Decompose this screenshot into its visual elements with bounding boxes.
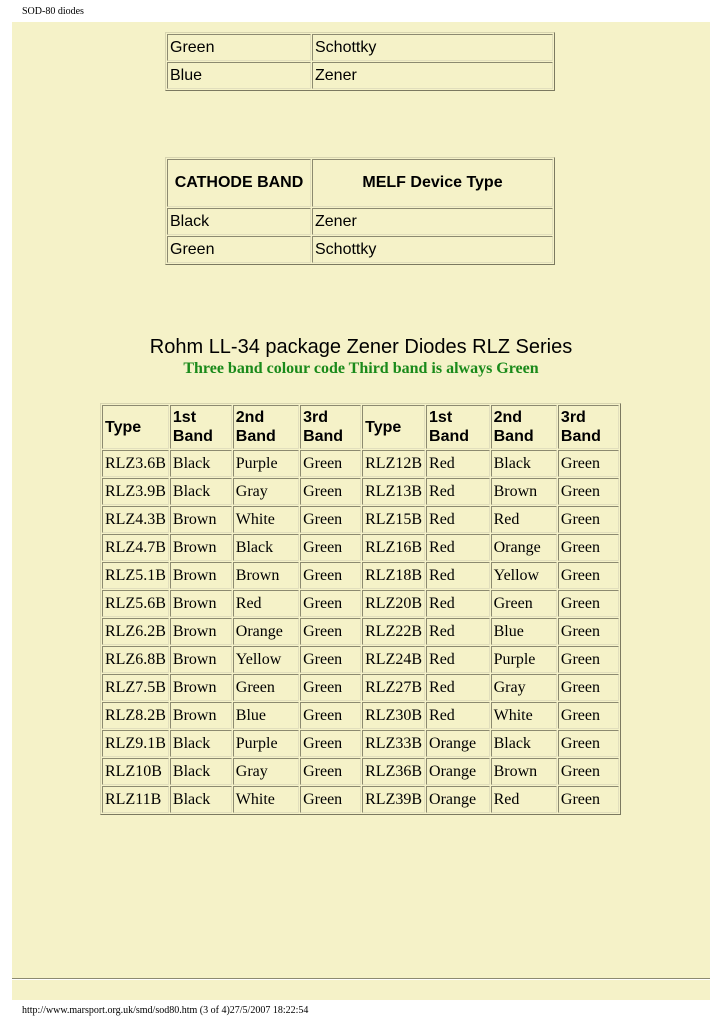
table-cell: Green: [558, 702, 619, 729]
table-cell: Green: [558, 758, 619, 785]
table-row: [102, 450, 619, 477]
table-cell: Green: [167, 236, 311, 263]
table-cell: Yellow: [491, 562, 557, 589]
table-cell: Green: [558, 674, 619, 701]
table-cell: RLZ8.2B: [102, 702, 169, 729]
table-header-row: [102, 405, 619, 449]
table-cell: Brown: [233, 562, 299, 589]
table-cell: Blue: [167, 62, 311, 89]
table-cell: RLZ36B: [362, 758, 425, 785]
table-cell: Green: [558, 478, 619, 505]
table-cell: Green: [558, 534, 619, 561]
table-row: [102, 562, 619, 589]
column-header: 2nd Band: [233, 405, 299, 449]
table-cell: Brown: [170, 618, 232, 645]
page-content: [12, 22, 710, 1000]
table-cell: Brown: [170, 646, 232, 673]
table-cell: Red: [426, 674, 490, 701]
section-title: Rohm LL-34 package Zener Diodes RLZ Series: [149, 336, 573, 358]
table-row: [167, 34, 553, 61]
table-cell: Green: [300, 590, 361, 617]
column-header: MELF Device Type: [312, 159, 553, 207]
table-cell: Green: [558, 646, 619, 673]
table-cell: Red: [426, 590, 490, 617]
table-cell: Schottky: [312, 236, 553, 263]
column-header: Type: [102, 405, 169, 449]
table-cell: Purple: [233, 730, 299, 757]
table-cell: Brown: [491, 478, 557, 505]
table-cell: Green: [300, 506, 361, 533]
table-row: [102, 758, 619, 785]
table-cell: Green: [558, 786, 619, 813]
table-cell: Green: [300, 702, 361, 729]
table-cell: Green: [300, 786, 361, 813]
table-cell: Green: [300, 758, 361, 785]
table-cell: White: [491, 702, 557, 729]
section-subtitle: Three band colour code Third band is always Green: [183, 360, 539, 377]
table-cell: Red: [491, 506, 557, 533]
table-cell: RLZ11B: [102, 786, 169, 813]
table-cell: Black: [170, 758, 232, 785]
table-cell: Black: [491, 450, 557, 477]
table-cell: Brown: [170, 506, 232, 533]
table-cell: Green: [300, 646, 361, 673]
table-cell: RLZ4.3B: [102, 506, 169, 533]
table-row: [102, 786, 619, 813]
table-cell: RLZ22B: [362, 618, 425, 645]
table-cell: Orange: [491, 534, 557, 561]
table-cell: RLZ5.1B: [102, 562, 169, 589]
table-cell: Blue: [233, 702, 299, 729]
table-cell: Green: [300, 478, 361, 505]
table-cell: RLZ39B: [362, 786, 425, 813]
table-cell: Green: [491, 590, 557, 617]
table-cell: RLZ24B: [362, 646, 425, 673]
table-cell: RLZ7.5B: [102, 674, 169, 701]
table-cell: Red: [233, 590, 299, 617]
table-cell: Green: [300, 450, 361, 477]
table-cell: Green: [300, 562, 361, 589]
table-cell: Yellow: [233, 646, 299, 673]
table-cell: Red: [491, 786, 557, 813]
table-cell: Brown: [170, 534, 232, 561]
table-cell: Black: [491, 730, 557, 757]
table-cell: RLZ3.9B: [102, 478, 169, 505]
column-header: CATHODE BAND: [167, 159, 311, 207]
table-cell: Green: [300, 534, 361, 561]
table-cell: Purple: [491, 646, 557, 673]
table-cell: RLZ5.6B: [102, 590, 169, 617]
column-header: Type: [362, 405, 425, 449]
table-cell: Gray: [491, 674, 557, 701]
table-cell: Black: [167, 208, 311, 235]
table-cell: Brown: [170, 674, 232, 701]
table-row: [102, 534, 619, 561]
table-cell: Black: [170, 450, 232, 477]
table-cell: Green: [233, 674, 299, 701]
table-row: [102, 478, 619, 505]
column-header: 3rd Band: [558, 405, 619, 449]
table-cell: Red: [426, 646, 490, 673]
table-cell: RLZ27B: [362, 674, 425, 701]
table-cell: Red: [426, 618, 490, 645]
table-cell: Brown: [491, 758, 557, 785]
table-header-row: [167, 159, 553, 207]
table-cell: Green: [558, 562, 619, 589]
table-cell: Green: [167, 34, 311, 61]
table-cell: Green: [300, 618, 361, 645]
table-cell: Gray: [233, 758, 299, 785]
table-cell: Blue: [491, 618, 557, 645]
table-cell: Black: [233, 534, 299, 561]
table-row: [102, 618, 619, 645]
table-cell: Black: [170, 478, 232, 505]
table-cell: Brown: [170, 702, 232, 729]
table-cell: Green: [558, 450, 619, 477]
table-cell: Black: [170, 730, 232, 757]
table-cell: RLZ13B: [362, 478, 425, 505]
table-cell: Schottky: [312, 34, 553, 61]
table-cell: Zener: [312, 62, 553, 89]
table-cell: Green: [558, 506, 619, 533]
table-row: [102, 646, 619, 673]
table-cell: Green: [300, 730, 361, 757]
table-cell: Red: [426, 478, 490, 505]
table-cell: RLZ12B: [362, 450, 425, 477]
table-cell: Green: [558, 730, 619, 757]
table-cell: Purple: [233, 450, 299, 477]
table-row: [102, 702, 619, 729]
table-cell: RLZ4.7B: [102, 534, 169, 561]
column-header: 3rd Band: [300, 405, 361, 449]
table-cell: Red: [426, 534, 490, 561]
table-cell: RLZ10B: [102, 758, 169, 785]
table-cell: Gray: [233, 478, 299, 505]
table-cell: Red: [426, 702, 490, 729]
horizontal-rule: [12, 978, 710, 980]
table-cell: Green: [300, 674, 361, 701]
rlz-colour-code-table: [100, 403, 621, 815]
column-header: 1st Band: [170, 405, 232, 449]
table-cell: Red: [426, 506, 490, 533]
table-cell: RLZ3.6B: [102, 450, 169, 477]
print-footer-url: http://www.marsport.org.uk/smd/sod80.htm (3 of 4)27/5/2007 18:22:54: [22, 1005, 309, 1016]
table-cell: Orange: [426, 786, 490, 813]
table-cell: RLZ16B: [362, 534, 425, 561]
column-header: 1st Band: [426, 405, 490, 449]
table-cell: RLZ6.2B: [102, 618, 169, 645]
table-cell: RLZ33B: [362, 730, 425, 757]
cathode-band-table: [165, 157, 555, 265]
table-cell: Brown: [170, 562, 232, 589]
table-cell: Black: [170, 786, 232, 813]
table-row: [102, 674, 619, 701]
table-cell: White: [233, 786, 299, 813]
table-cell: RLZ6.8B: [102, 646, 169, 673]
table-cell: Zener: [312, 208, 553, 235]
table-cell: Brown: [170, 590, 232, 617]
table-cell: RLZ20B: [362, 590, 425, 617]
table-cell: Orange: [426, 730, 490, 757]
table-cell: RLZ9.1B: [102, 730, 169, 757]
table-cell: Orange: [233, 618, 299, 645]
table-cell: Red: [426, 450, 490, 477]
table-row: [102, 506, 619, 533]
table-row: [167, 62, 553, 89]
table-cell: Green: [558, 590, 619, 617]
table-cell: RLZ18B: [362, 562, 425, 589]
table-cell: Red: [426, 562, 490, 589]
table-row: [167, 208, 553, 235]
print-header-title: SOD-80 diodes: [22, 6, 84, 17]
table-row: [102, 590, 619, 617]
table-cell: Orange: [426, 758, 490, 785]
table-row: [102, 730, 619, 757]
table-row: [167, 236, 553, 263]
column-header: 2nd Band: [491, 405, 557, 449]
band-type-table-top: [165, 32, 555, 91]
table-cell: RLZ30B: [362, 702, 425, 729]
table-cell: White: [233, 506, 299, 533]
table-cell: Green: [558, 618, 619, 645]
table-cell: RLZ15B: [362, 506, 425, 533]
